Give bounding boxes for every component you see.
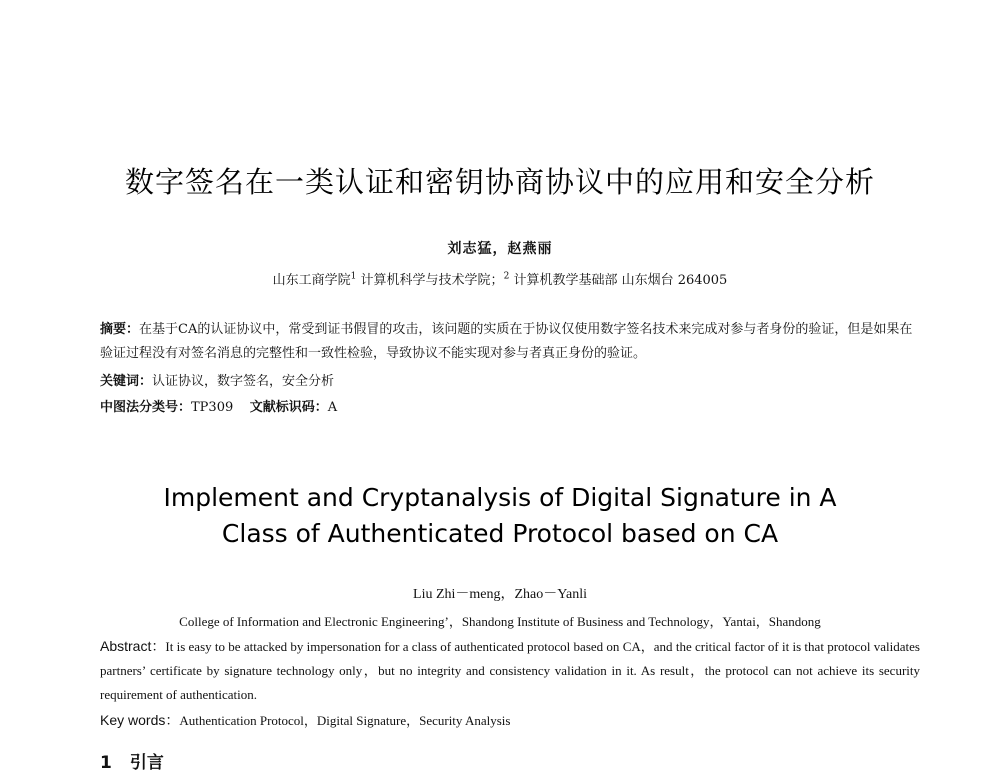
- affiliation-english: College of Information and Electronic Engineering’，Shandong Institute of Business and Technology，Yantai，Shandong: [179, 614, 821, 629]
- keywords-english: [100, 708, 920, 733]
- keywords-text-english: Authentication Protocol，Digital Signature，Security Analysis: [179, 713, 511, 728]
- affiliation-dept-1: 计算机科学与技术学院；: [360, 273, 504, 288]
- affiliation-school: 山东工商学院: [272, 273, 351, 288]
- author-list-chinese: 刘志猛，赵燕丽: [447, 241, 553, 257]
- keywords-label-chinese: 关键词：: [100, 374, 153, 389]
- affiliation-dept-2: 计算机教学基础部 山东烟台 264005: [513, 273, 728, 288]
- classification-label: 中图法分类号：: [100, 400, 192, 415]
- keywords-text-chinese: 认证协议，数字签名，安全分析: [152, 374, 335, 389]
- keywords-label-english: Key words：: [100, 712, 180, 728]
- affiliation-marker-1: 1: [350, 271, 357, 282]
- paper-title-english: [0, 480, 1000, 552]
- paper-title-english-line-1: Implement and Cryptanalysis of Digital Signature in A: [163, 483, 837, 512]
- paper-title-chinese: 数字签名在一类认证和密钥协商协议中的应用和安全分析: [124, 165, 875, 199]
- abstract-text-chinese: 在基于CA的认证协议中，常受到证书假冒的攻击，该问题的实质在于协议仅使用数字签名技术来完成对参与者身份的验证，但是如果在验证过程没有对签名消息的完整性和一致性检验，导致协议不能实现对参与者真正身份的验证。: [100, 322, 913, 361]
- affiliation-marker-2: 2: [503, 271, 510, 282]
- keywords-chinese: [100, 370, 920, 394]
- section-number: 1: [100, 753, 112, 773]
- paper-title-english-line-2: Class of Authenticated Protocol based on CA: [221, 519, 779, 548]
- classification-value: TP309: [191, 400, 234, 415]
- abstract-label-chinese: 摘要：: [100, 322, 140, 337]
- author-list-english: Liu Zhi－meng，Zhao－Yanli: [413, 587, 587, 602]
- document-code-value: A: [327, 400, 338, 415]
- abstract-label-english: Abstract：: [100, 638, 166, 654]
- affiliation-chinese: [0, 269, 1000, 288]
- document-code-label: 文献标识码：: [249, 400, 328, 415]
- abstract-chinese: [100, 318, 920, 366]
- section-title: 引言: [129, 753, 164, 773]
- abstract-text-english: It is easy to be attacked by impersonation for a class of authenticated protocol based on CA，and the critical factor of it is that protocol validates partners’ certificate by signature technology only，but no integrity and consistency validation in it. As result，the protocol can not achieve its security requirement of authentication.: [100, 639, 920, 702]
- section-heading: [100, 748, 1000, 773]
- classification-line: [100, 396, 920, 420]
- abstract-english: [100, 634, 920, 707]
